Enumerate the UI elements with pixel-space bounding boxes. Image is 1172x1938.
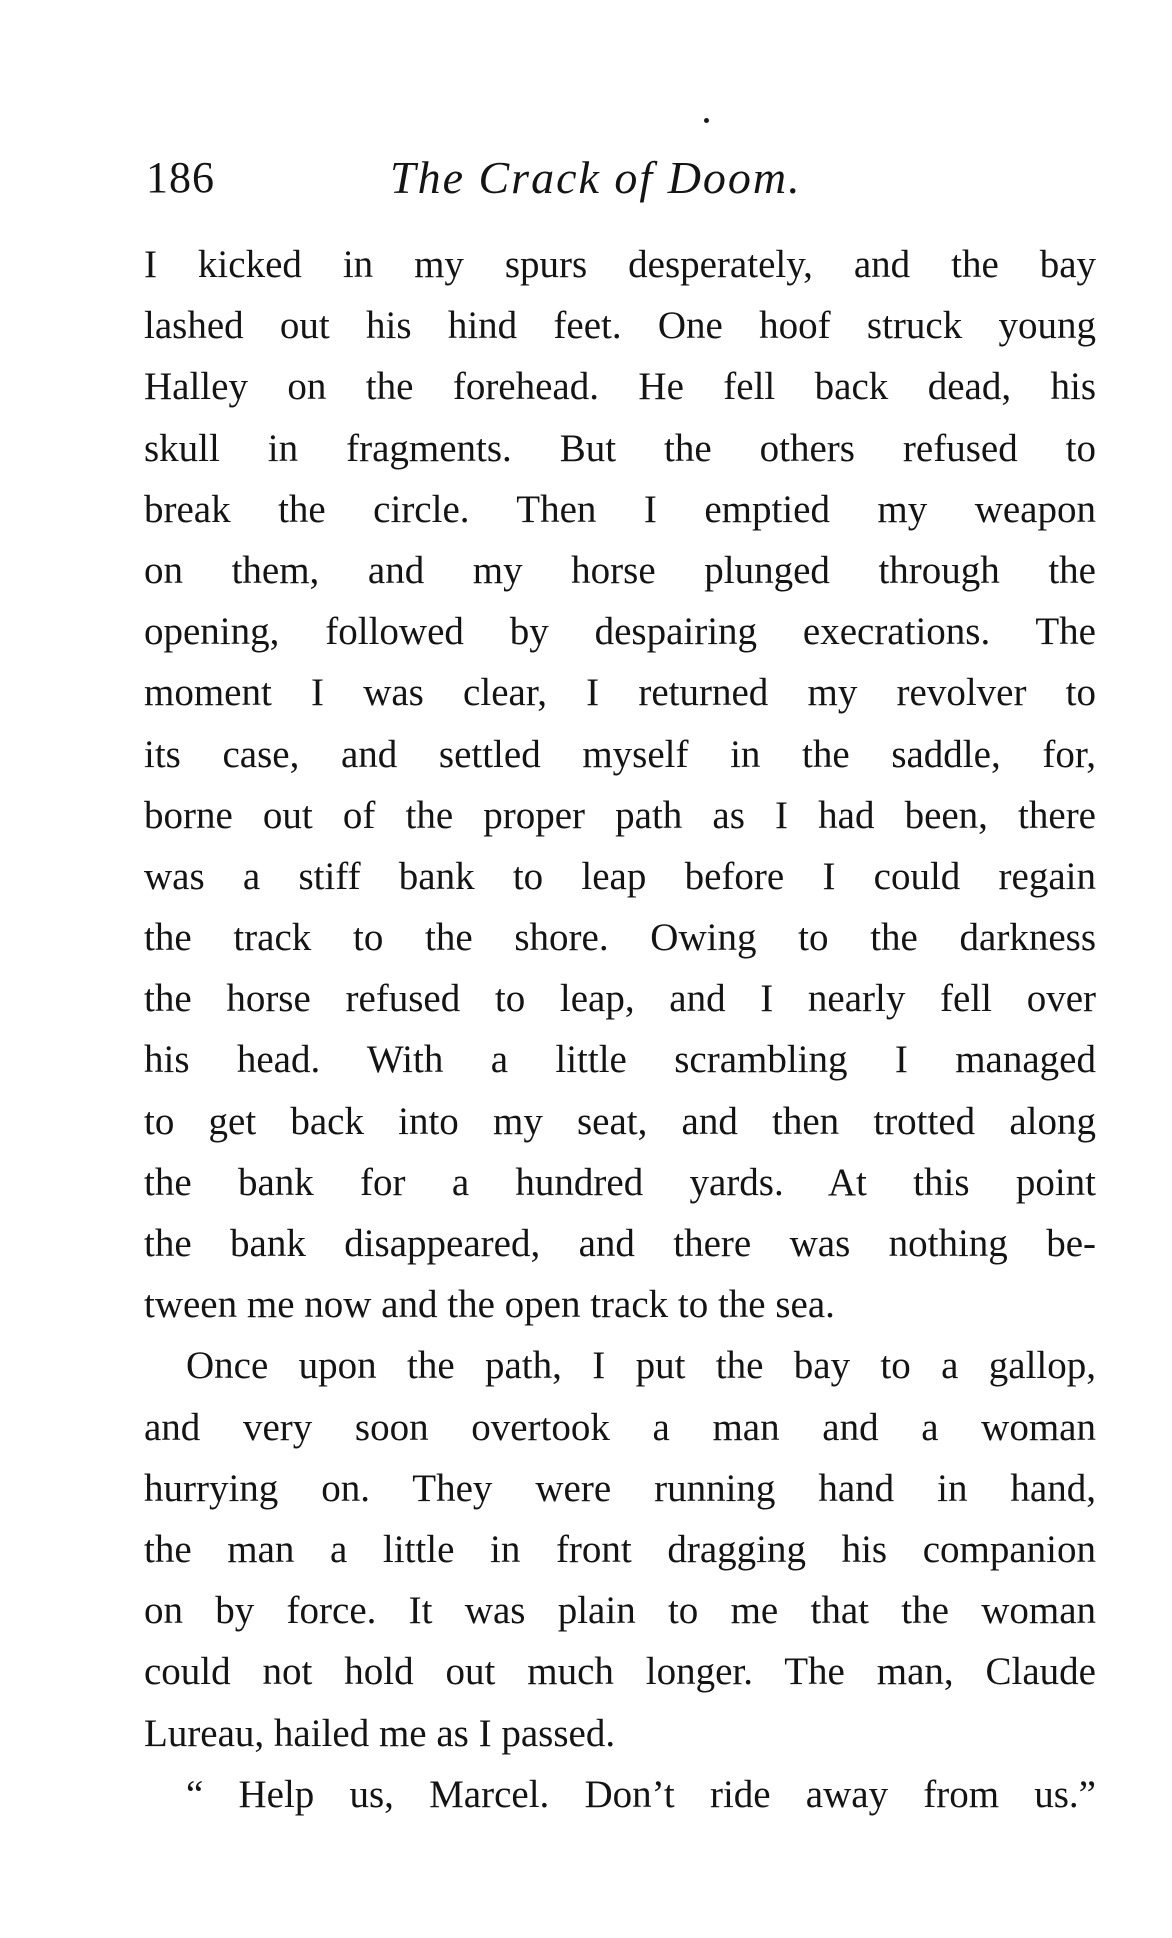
- text-line: Once upon the path, I put the bay to a gallop,: [186, 1344, 1096, 1388]
- body-text: [144, 234, 1096, 1825]
- text-line: and very soon overtook a man and a woman: [144, 1405, 1096, 1449]
- text-line: hurrying on. They were running hand in hand,: [144, 1466, 1096, 1510]
- text-line: its case, and settled myself in the saddle, for,: [144, 732, 1096, 776]
- text-line: borne out of the proper path as I had been, there: [144, 793, 1096, 837]
- text-line: his head. With a little scrambling I managed: [144, 1038, 1096, 1082]
- text-line: the man a little in front dragging his companion: [144, 1527, 1096, 1571]
- text-line: was a stiff bank to leap before I could regain: [144, 854, 1096, 898]
- text-line: tween me now and the open track to the sea.: [144, 1283, 835, 1327]
- text-line: the track to the shore. Owing to the darkness: [144, 916, 1096, 960]
- text-line: Halley on the forehead. He fell back dead, his: [144, 365, 1096, 409]
- print-speck: [704, 118, 709, 123]
- text-line: the horse refused to leap, and I nearly fell over: [144, 977, 1096, 1021]
- text-line: lashed out his hind feet. One hoof struck young: [144, 304, 1096, 348]
- page-number: 186: [146, 153, 215, 202]
- text-line: “ Help us, Marcel. Don’t ride away from us.”: [186, 1772, 1096, 1816]
- text-line: on by force. It was plain to me that the woman: [144, 1589, 1096, 1633]
- text-line: on them, and my horse plunged through the: [144, 548, 1096, 592]
- text-line: to get back into my seat, and then trotted along: [144, 1099, 1096, 1143]
- text-line: Lureau, hailed me as I passed.: [144, 1711, 616, 1755]
- text-line: break the circle. Then I emptied my weapon: [144, 487, 1096, 531]
- text-line: the bank disappeared, and there was nothing be-: [144, 1222, 1096, 1265]
- running-head: [140, 148, 1100, 208]
- text-line: could not hold out much longer. The man, Claude: [144, 1650, 1096, 1694]
- text-line: skull in fragments. But the others refused to: [144, 426, 1096, 470]
- text-line: moment I was clear, I returned my revolver to: [144, 671, 1096, 715]
- running-title: The Crack of Doom.: [390, 152, 802, 203]
- text-line: I kicked in my spurs desperately, and the bay: [144, 243, 1096, 286]
- text-line: opening, followed by despairing execrations. The: [144, 610, 1096, 654]
- text-line: the bank for a hundred yards. At this point: [144, 1160, 1096, 1204]
